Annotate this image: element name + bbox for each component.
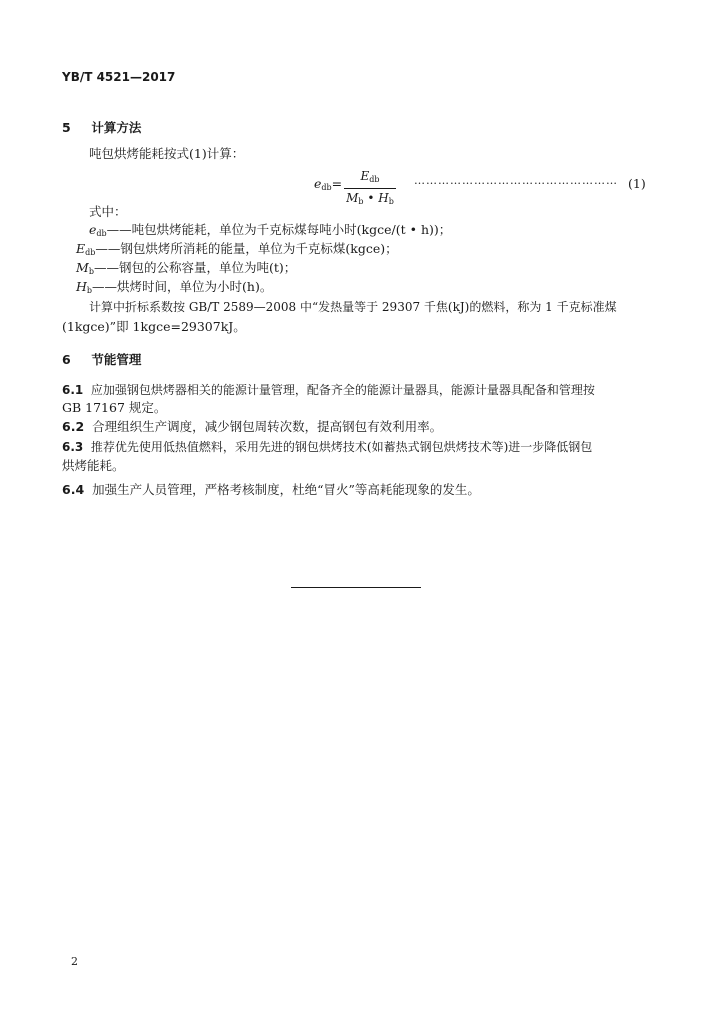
section-6-number: 6 (62, 352, 71, 367)
equation-number: (1) (628, 176, 646, 191)
section-5-title: 计算方法 (91, 120, 142, 135)
page-number: 2 (71, 955, 78, 968)
document-code: YB/T 4521—2017 (62, 70, 176, 84)
section-5-heading (62, 118, 141, 136)
section-6-title: 节能管理 (91, 352, 142, 367)
def-e-db: $e_{db}——$吨包烘烤能耗，单位为千克标煤每吨小时(kgce/(t • h))； (89, 222, 452, 238)
item-6-3-cont: 烘烤能耗。 (62, 458, 125, 473)
def-M-b: $M_b——$钢包的公称容量，单位为吨(t)； (76, 260, 297, 276)
fraction-bar (344, 188, 396, 189)
conversion-note-line2: (1kgce)”即 1kgce=29307kJ。 (62, 319, 246, 334)
def-E-db: $E_{db}——$钢包烘烤所消耗的能量，单位为千克标煤(kgce)； (76, 241, 398, 257)
item-6-1-cont: GB 17167 规定。 (62, 400, 167, 415)
where-label: 式中： (89, 204, 127, 219)
item-6-4: 6.4 加强生产人员管理，严格考核制度，杜绝“冒火”等高耗能现象的发生。 (62, 482, 480, 497)
item-6-3: 6.3 推荐优先使用低热值燃料，采用先进的钢包烘烤技术(如蓄热式钢包烘烤技术等)进一步降低钢包 (62, 440, 593, 454)
section-6-heading (62, 350, 141, 368)
formula-lhs (314, 176, 342, 192)
formula-lhs-subscript: db (321, 183, 332, 192)
formula-intro: 吨包烘烤能耗按式(1)计算： (89, 146, 245, 161)
formula-leader-dots: …………………………………………… (414, 174, 618, 187)
item-6-1: 6.1 应加强钢包烘烤器相关的能源计量管理，配备齐全的能源计量器具，能源计量器具配备和管理按 (62, 383, 595, 397)
def-H-b: $H_b——$烘烤时间，单位为小时(h)。 (76, 279, 273, 295)
conversion-note-line1: 计算中折标系数按 GB/T 2589—2008 中“发热量等于 29307 千焦(kJ)的燃料，称为 1 千克标准煤 (89, 300, 617, 314)
formula-numerator: $E_{db}$ (360, 169, 380, 184)
formula-denominator: $M_b$ • $H_b$ (346, 191, 394, 206)
item-6-2: 6.2 合理组织生产调度，减少钢包周转次数，提高钢包有效利用率。 (62, 419, 443, 434)
formula-lhs-symbol: e (314, 176, 322, 191)
formula-equals: = (331, 176, 343, 191)
end-of-document-rule (291, 587, 421, 588)
formula-fraction (344, 168, 396, 210)
section-5-number: 5 (62, 120, 71, 135)
